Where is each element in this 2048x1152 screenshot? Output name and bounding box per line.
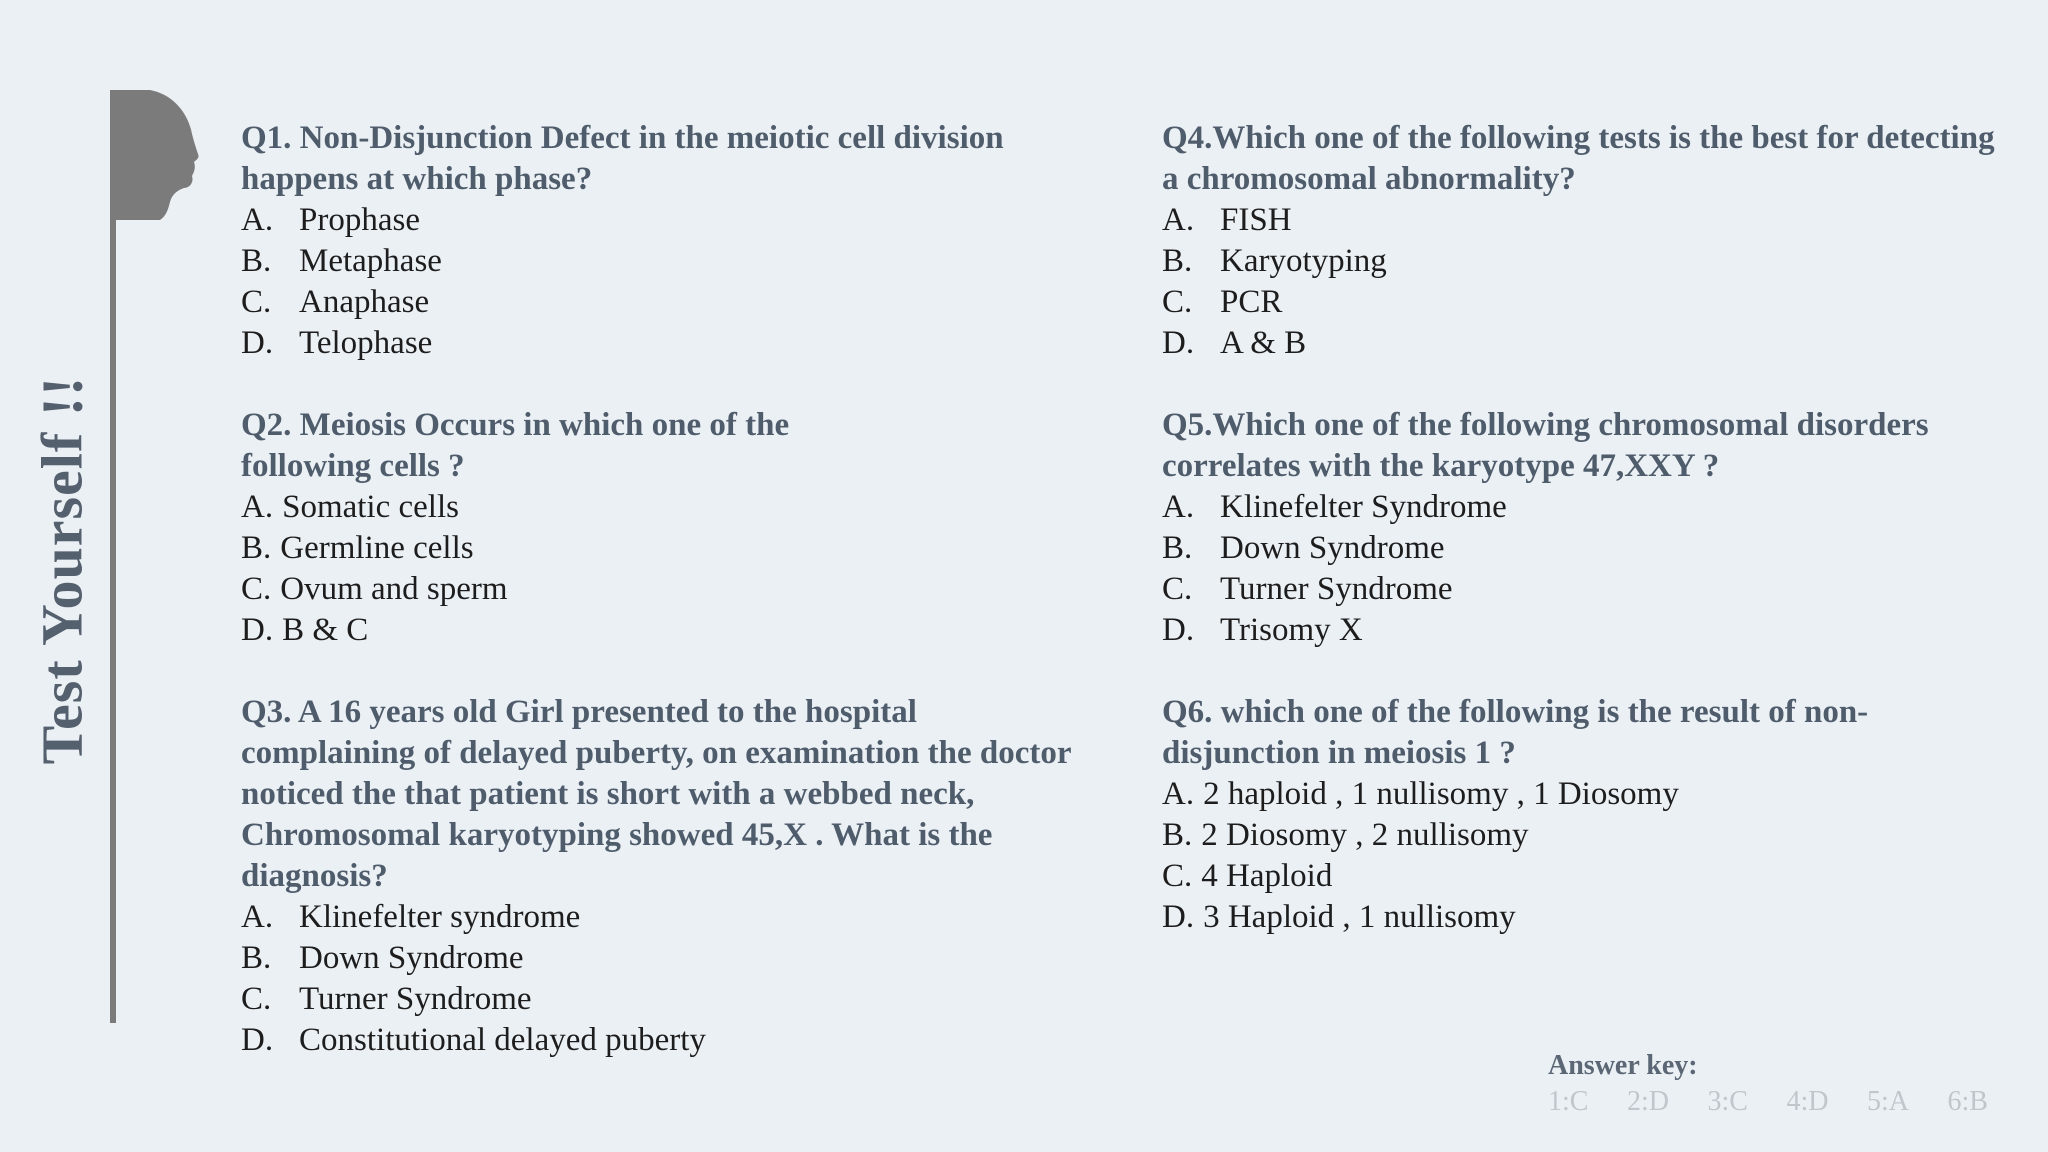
answer-option (1162, 487, 2002, 528)
option-text: Turner Syndrome (299, 981, 532, 1017)
question-block-q5 (1162, 405, 2002, 651)
answer-option (241, 938, 1081, 979)
option-letter: B. (241, 940, 272, 976)
option-letter: C. (241, 571, 272, 607)
answer-option (1162, 323, 2002, 364)
answer-key-item: 1:C (1548, 1086, 1589, 1117)
option-letter: A. (241, 202, 274, 238)
answer-key-item: 4:D (1786, 1086, 1829, 1117)
answer-option (241, 610, 1081, 651)
option-letter: B. (1162, 243, 1193, 279)
answer-key-items (1548, 1086, 1988, 1118)
option-letter: D. (241, 325, 274, 361)
option-text: A & B (1220, 325, 1307, 361)
answer-option (241, 1020, 1081, 1061)
answer-option (1162, 815, 2002, 856)
option-letter: C. (241, 284, 272, 320)
answer-key-item: 5:A (1867, 1086, 1909, 1117)
option-text: 4 Haploid (1201, 858, 1333, 894)
answer-option (1162, 241, 2002, 282)
answer-option (241, 323, 1081, 364)
head-silhouette-icon (110, 90, 200, 220)
option-letter: C. (1162, 284, 1193, 320)
option-text: Down Syndrome (299, 940, 524, 976)
option-letter: C. (241, 981, 272, 1017)
option-text: Germline cells (280, 530, 474, 566)
answer-option (1162, 528, 2002, 569)
option-text: 3 Haploid , 1 nullisomy (1203, 899, 1516, 935)
answer-option (1162, 610, 2002, 651)
answer-option (1162, 569, 2002, 610)
answer-option (241, 569, 1081, 610)
option-text: Telophase (299, 325, 433, 361)
answer-option (241, 241, 1081, 282)
option-text: FISH (1220, 202, 1292, 238)
answer-option (241, 528, 1081, 569)
question-block-q4 (1162, 118, 2002, 364)
vertical-divider (110, 90, 116, 1023)
questions-left-column (241, 118, 1081, 1102)
option-letter: A. (241, 489, 274, 525)
option-text: Down Syndrome (1220, 530, 1445, 566)
option-text: Somatic cells (282, 489, 459, 525)
option-letter: D. (241, 612, 274, 648)
question-text: Q2. Meiosis Occurs in which one of the following cells ? (241, 407, 790, 484)
option-letter: D. (241, 1022, 274, 1058)
question-text: Q3. A 16 years old Girl presented to the hospital complaining of delayed puberty, on examination the doctor noticed the that patient is short with a webbed neck, Chromosomal karyotyping showed 45,X . What is the diagnosis? (241, 694, 1071, 894)
answer-option (241, 200, 1081, 241)
option-letter: D. (1162, 899, 1195, 935)
question-block-q1 (241, 118, 1081, 364)
answer-key-item: 2:D (1626, 1086, 1669, 1117)
option-text: Karyotyping (1220, 243, 1387, 279)
option-letter: B. (241, 243, 272, 279)
answer-option (241, 487, 1081, 528)
option-letter: A. (1162, 202, 1195, 238)
option-text: Constitutional delayed puberty (299, 1022, 706, 1058)
option-text: Klinefelter Syndrome (1220, 489, 1507, 525)
option-text: B & C (282, 612, 369, 648)
answer-option (1162, 897, 2002, 938)
answer-option (241, 282, 1081, 323)
option-text: Anaphase (299, 284, 430, 320)
option-text: Metaphase (299, 243, 442, 279)
option-text: 2 haploid , 1 nullisomy , 1 Diosomy (1203, 776, 1679, 812)
option-text: Ovum and sperm (280, 571, 508, 607)
question-block-q6 (1162, 692, 2002, 938)
question-text: Q1. Non-Disjunction Defect in the meiotic cell division happens at which phase? (241, 120, 1004, 197)
option-letter: B. (1162, 817, 1193, 853)
question-block-q3 (241, 692, 1081, 1061)
question-text: Q4.Which one of the following tests is the best for detecting a chromosomal abnormality? (1162, 120, 1995, 197)
answer-option (1162, 856, 2002, 897)
question-block-q2 (241, 405, 1081, 651)
option-letter: A. (1162, 776, 1195, 812)
option-letter: C. (1162, 571, 1193, 607)
option-letter: A. (241, 899, 274, 935)
answer-option (1162, 774, 2002, 815)
answer-option (241, 979, 1081, 1020)
answer-option (1162, 282, 2002, 323)
option-text: Prophase (299, 202, 420, 238)
question-text: Q6. which one of the following is the result of non-disjunction in meiosis 1 ? (1162, 694, 1869, 771)
questions-right-column (1162, 118, 2002, 979)
option-letter: C. (1162, 858, 1193, 894)
option-text: Trisomy X (1220, 612, 1363, 648)
question-text: Q5.Which one of the following chromosomal disorders correlates with the karyotype 47,XXY ? (1162, 407, 1929, 484)
option-letter: D. (1162, 612, 1195, 648)
slide-side-title: Test Yourself !! (29, 375, 95, 765)
option-text: Turner Syndrome (1220, 571, 1453, 607)
answer-option (1162, 200, 2002, 241)
answer-key-item: 3:C (1707, 1086, 1748, 1117)
option-letter: B. (241, 530, 272, 566)
option-letter: A. (1162, 489, 1195, 525)
option-text: 2 Diosomy , 2 nullisomy (1201, 817, 1529, 853)
option-text: Klinefelter syndrome (299, 899, 581, 935)
answer-key-item: 6:B (1947, 1086, 1988, 1117)
option-letter: B. (1162, 530, 1193, 566)
answer-option (241, 897, 1081, 938)
answer-key-label: Answer key: (1548, 1050, 1698, 1081)
option-letter: D. (1162, 325, 1195, 361)
option-text: PCR (1220, 284, 1283, 320)
